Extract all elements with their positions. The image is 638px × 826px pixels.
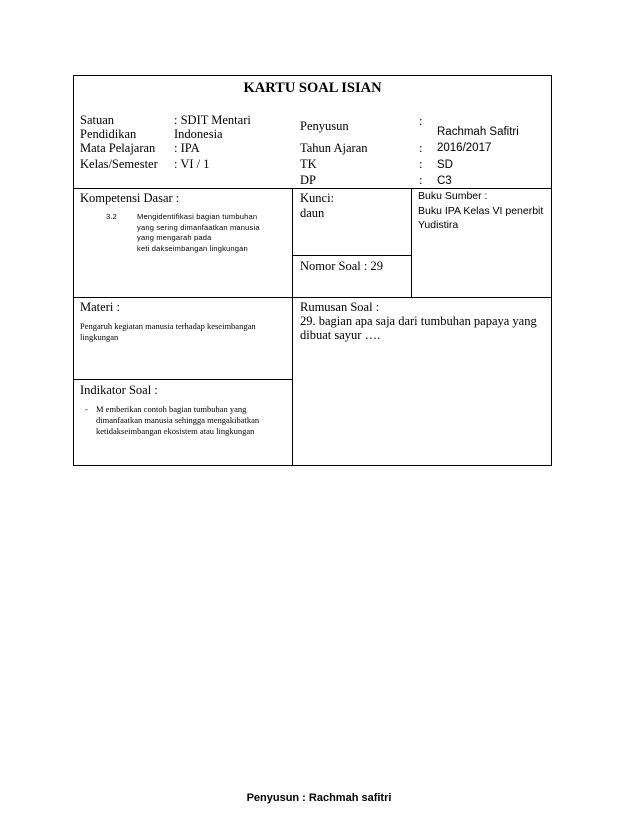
penyusun-value: Rachmah Safitri <box>437 126 519 138</box>
tk-value: SD <box>437 159 453 171</box>
satuan-label: Satuan Pendidikan <box>80 113 137 141</box>
rumusan-text: 29. bagian apa saja dari tumbuhan papaya yang dibuat sayur …. <box>300 314 537 342</box>
kompetensi-text: Mengidentifikasi bagian tumbuhan yang sering dimanfaatkan manusia yang mengarah pada keti dakseimbangan lingkungan <box>137 212 260 253</box>
footer-author: Penyusun : Rachmah safitri <box>246 792 392 804</box>
indikator-dash: - <box>85 404 88 414</box>
kelas-label: Kelas/Semester <box>80 157 158 171</box>
dp-colon: : <box>419 173 423 187</box>
tahun-colon: : <box>419 141 423 155</box>
kompetensi-label: Kompetensi Dasar : <box>80 191 180 205</box>
dp-value: C3 <box>437 175 452 187</box>
kompetensi-number: 3.2 <box>106 212 118 221</box>
materi-text: Pengaruh kegiatan manusia terhadap keseimbangan lingkungan <box>80 321 256 342</box>
tahun-value: 2016/2017 <box>437 142 492 154</box>
mapel-label: Mata Pelajaran <box>80 141 156 155</box>
card-title: KARTU SOAL ISIAN <box>243 80 382 96</box>
indikator-label: Indikator Soal : <box>80 383 158 397</box>
penyusun-label: Penyusun <box>300 119 349 133</box>
tahun-label: Tahun Ajaran <box>300 141 368 155</box>
materi-label: Materi : <box>80 300 120 314</box>
dp-label: DP <box>300 173 316 187</box>
mapel-value: : IPA <box>174 141 200 155</box>
tk-colon: : <box>419 157 423 171</box>
indikator-text: M emberikan contoh bagian tumbuhan yang dimanfaatkan manusia sehingga mengakibatkan ketidakseimbangan ekosistem atau lingkungan <box>96 404 260 436</box>
kunci-label: Kunci: <box>300 191 335 205</box>
rumusan-label: Rumusan Soal : <box>300 300 380 314</box>
satuan-value: : SDIT Mentari Indonesia <box>174 113 251 141</box>
tk-label: TK <box>300 157 317 171</box>
penyusun-colon: : <box>419 114 423 128</box>
buku-sumber: Buku Sumber : Buku IPA Kelas VI penerbit Yudistira <box>418 190 544 231</box>
kunci-value: daun <box>300 206 325 220</box>
kelas-value: : VI / 1 <box>174 157 210 171</box>
nomor-soal: Nomor Soal : 29 <box>300 259 383 273</box>
